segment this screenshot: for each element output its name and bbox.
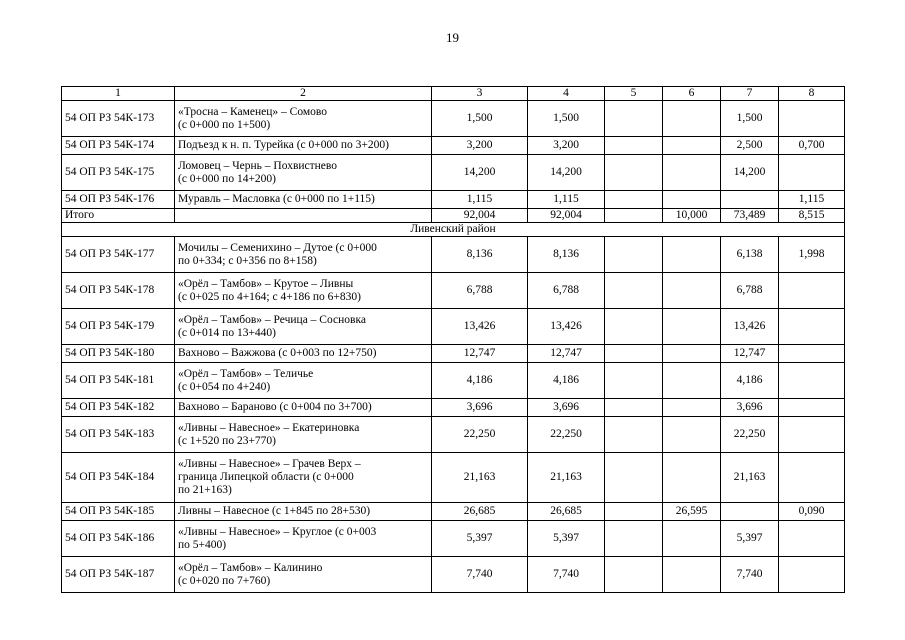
road-name-line: Мочилы – Семенихино – Дутое (с 0+000: [178, 241, 377, 254]
value-c8: [779, 345, 845, 363]
road-name-line: Муравль – Масловка (с 0+000 по 1+115): [178, 193, 375, 205]
road-name: [175, 237, 432, 273]
table-row: [62, 557, 845, 593]
value-c8: [779, 417, 845, 453]
road-code: 54 ОП РЗ 54К-181: [62, 363, 175, 399]
total-c5: [605, 209, 663, 223]
road-name: [175, 453, 432, 503]
value-c5: [605, 521, 663, 557]
value-c8: [779, 101, 845, 137]
road-code: 54 ОП РЗ 54К-179: [62, 309, 175, 345]
value-c4: 8,136: [528, 237, 605, 273]
road-code: 54 ОП РЗ 54К-175: [62, 155, 175, 191]
road-name-line: (с 0+000 по 1+500): [178, 118, 271, 131]
value-c6: [663, 557, 721, 593]
value-c7: 7,740: [721, 557, 779, 593]
road-name-line: Ливны – Навесное (с 1+845 по 28+530): [178, 505, 371, 517]
road-name-line: «Орёл – Тамбов» – Теличье: [178, 367, 314, 380]
value-c7: 4,186: [721, 363, 779, 399]
road-name: [175, 309, 432, 345]
column-header: 5: [605, 87, 663, 101]
road-code: 54 ОП РЗ 54К-177: [62, 237, 175, 273]
value-c3: 14,200: [432, 155, 528, 191]
road-name-line: по 21+163): [178, 484, 232, 496]
road-name: [175, 273, 432, 309]
road-code: 54 ОП РЗ 54К-182: [62, 399, 175, 417]
value-c6: [663, 345, 721, 363]
value-c6: [663, 417, 721, 453]
table-row: [62, 273, 845, 309]
table-row: [62, 345, 845, 363]
value-c8: 0,700: [779, 137, 845, 155]
road-name-line: (с 0+000 по 14+200): [178, 172, 277, 185]
table-row: [62, 521, 845, 557]
value-c4: 3,200: [528, 137, 605, 155]
road-code: 54 ОП РЗ 54К-186: [62, 521, 175, 557]
value-c3: 5,397: [432, 521, 528, 557]
value-c3: 21,163: [432, 453, 528, 503]
value-c5: [605, 399, 663, 417]
value-c3: 7,740: [432, 557, 528, 593]
road-name-line: «Ливны – Навесное» – Грачев Верх –: [178, 458, 361, 470]
table-row: [62, 453, 845, 503]
road-code: 54 ОП РЗ 54К-183: [62, 417, 175, 453]
value-c4: 5,397: [528, 521, 605, 557]
value-c7: 6,138: [721, 237, 779, 273]
road-name: [175, 155, 432, 191]
road-code: 54 ОП РЗ 54К-173: [62, 101, 175, 137]
value-c4: 26,685: [528, 503, 605, 521]
table-row: [62, 399, 845, 417]
value-c4: 22,250: [528, 417, 605, 453]
value-c7: 2,500: [721, 137, 779, 155]
value-c6: 26,595: [663, 503, 721, 521]
value-c3: 1,500: [432, 101, 528, 137]
value-c5: [605, 191, 663, 209]
road-code: 54 ОП РЗ 54К-174: [62, 137, 175, 155]
table-row: [62, 237, 845, 273]
value-c8: [779, 521, 845, 557]
column-header: 1: [62, 87, 175, 101]
value-c5: [605, 155, 663, 191]
road-name: [175, 137, 432, 155]
column-header: 7: [721, 87, 779, 101]
value-c3: 6,788: [432, 273, 528, 309]
road-name: [175, 521, 432, 557]
road-name-line: «Ливны – Навесное» – Круглое (с 0+003: [178, 525, 377, 538]
table-row: [62, 191, 845, 209]
value-c5: [605, 417, 663, 453]
value-c6: [663, 101, 721, 137]
total-c6: 10,000: [663, 209, 721, 223]
table-row: [62, 309, 845, 345]
total-c7: 73,489: [721, 209, 779, 223]
value-c4: 21,163: [528, 453, 605, 503]
table-row: [62, 503, 845, 521]
value-c6: [663, 237, 721, 273]
total-row: [62, 209, 845, 223]
total-name-cell: [175, 209, 432, 223]
road-name: [175, 399, 432, 417]
value-c5: [605, 557, 663, 593]
value-c8: [779, 155, 845, 191]
road-name-line: (с 1+520 по 23+770): [178, 434, 277, 447]
value-c4: 6,788: [528, 273, 605, 309]
total-c3: 92,004: [432, 209, 528, 223]
value-c4: 14,200: [528, 155, 605, 191]
road-name-line: Вахново – Бараново (с 0+004 по 3+700): [178, 401, 372, 413]
column-header: 6: [663, 87, 721, 101]
value-c5: [605, 453, 663, 503]
page-number: 19: [446, 30, 459, 45]
value-c5: [605, 363, 663, 399]
total-c8: 8,515: [779, 209, 845, 223]
value-c7: 1,500: [721, 101, 779, 137]
value-c4: 7,740: [528, 557, 605, 593]
value-c7: 21,163: [721, 453, 779, 503]
column-header-row: [62, 87, 845, 101]
road-name: [175, 191, 432, 209]
table-row: [62, 155, 845, 191]
value-c5: [605, 137, 663, 155]
value-c3: 3,696: [432, 399, 528, 417]
section-row: [62, 223, 845, 237]
table-row: [62, 417, 845, 453]
table-row: [62, 363, 845, 399]
value-c5: [605, 101, 663, 137]
value-c7: 5,397: [721, 521, 779, 557]
road-code: 54 ОП РЗ 54К-185: [62, 503, 175, 521]
value-c3: 26,685: [432, 503, 528, 521]
value-c6: [663, 453, 721, 503]
road-name-line: по 0+334; с 0+356 по 8+158): [178, 254, 317, 267]
road-name-line: Подъезд к н. п. Турейка (с 0+000 по 3+200): [178, 139, 389, 151]
road-code: 54 ОП РЗ 54К-187: [62, 557, 175, 593]
section-title: Ливенский район: [62, 223, 845, 237]
value-c8: [779, 273, 845, 309]
value-c8: [779, 453, 845, 503]
value-c3: 8,136: [432, 237, 528, 273]
road-name: [175, 101, 432, 137]
value-c5: [605, 503, 663, 521]
value-c7: 13,426: [721, 309, 779, 345]
value-c6: [663, 155, 721, 191]
road-name: [175, 417, 432, 453]
value-c7: [721, 503, 779, 521]
road-name-line: «Орёл – Тамбов» – Калинино: [178, 561, 323, 574]
road-name-line: граница Липецкой области (с 0+000: [178, 471, 354, 483]
road-name-line: (с 0+020 по 7+760): [178, 574, 271, 587]
value-c8: [779, 557, 845, 593]
total-c4: 92,004: [528, 209, 605, 223]
column-header: 8: [779, 87, 845, 101]
value-c4: 3,696: [528, 399, 605, 417]
value-c3: 4,186: [432, 363, 528, 399]
value-c8: [779, 363, 845, 399]
value-c3: 3,200: [432, 137, 528, 155]
value-c5: [605, 273, 663, 309]
table-row: [62, 101, 845, 137]
value-c4: 4,186: [528, 363, 605, 399]
value-c6: [663, 191, 721, 209]
road-name-line: Вахново – Важжова (с 0+003 по 12+750): [178, 347, 377, 359]
value-c4: 12,747: [528, 345, 605, 363]
road-name-line: (с 0+014 по 13+440): [178, 326, 277, 339]
road-name: [175, 363, 432, 399]
value-c7: 12,747: [721, 345, 779, 363]
table-row: [62, 137, 845, 155]
roads-table: [61, 86, 845, 593]
value-c7: 3,696: [721, 399, 779, 417]
road-code: 54 ОП РЗ 54К-178: [62, 273, 175, 309]
value-c7: 6,788: [721, 273, 779, 309]
value-c3: 12,747: [432, 345, 528, 363]
value-c8: [779, 309, 845, 345]
column-header: 4: [528, 87, 605, 101]
value-c3: 13,426: [432, 309, 528, 345]
value-c5: [605, 309, 663, 345]
value-c7: [721, 191, 779, 209]
road-name-line: «Орёл – Тамбов» – Речица – Сосновка: [178, 313, 366, 326]
value-c4: 1,115: [528, 191, 605, 209]
total-label: Итого: [62, 209, 175, 223]
road-code: 54 ОП РЗ 54К-180: [62, 345, 175, 363]
road-name: [175, 345, 432, 363]
road-name-line: (с 0+025 по 4+164; с 4+186 по 6+830): [178, 290, 361, 303]
value-c8: 1,998: [779, 237, 845, 273]
road-name-line: «Орёл – Тамбов» – Крутое – Ливны: [178, 277, 354, 290]
road-name-line: Ломовец – Чернь – Похвистнево: [178, 159, 338, 172]
road-name: [175, 557, 432, 593]
value-c7: 14,200: [721, 155, 779, 191]
value-c6: [663, 137, 721, 155]
road-name-line: «Ливны – Навесное» – Екатериновка: [178, 421, 360, 434]
value-c3: 1,115: [432, 191, 528, 209]
value-c6: [663, 399, 721, 417]
column-header: 2: [175, 87, 432, 101]
value-c6: [663, 309, 721, 345]
value-c4: 1,500: [528, 101, 605, 137]
value-c3: 22,250: [432, 417, 528, 453]
value-c6: [663, 363, 721, 399]
road-name-line: «Тросна – Каменец» – Сомово: [178, 105, 327, 118]
road-name: [175, 503, 432, 521]
value-c6: [663, 273, 721, 309]
road-code: 54 ОП РЗ 54К-184: [62, 453, 175, 503]
value-c7: 22,250: [721, 417, 779, 453]
value-c8: 1,115: [779, 191, 845, 209]
value-c6: [663, 521, 721, 557]
value-c5: [605, 345, 663, 363]
value-c4: 13,426: [528, 309, 605, 345]
value-c5: [605, 237, 663, 273]
column-header: 3: [432, 87, 528, 101]
road-name-line: по 5+400): [178, 538, 227, 551]
value-c8: 0,090: [779, 503, 845, 521]
road-name-line: (с 0+054 по 4+240): [178, 380, 271, 393]
road-code: 54 ОП РЗ 54К-176: [62, 191, 175, 209]
value-c8: [779, 399, 845, 417]
